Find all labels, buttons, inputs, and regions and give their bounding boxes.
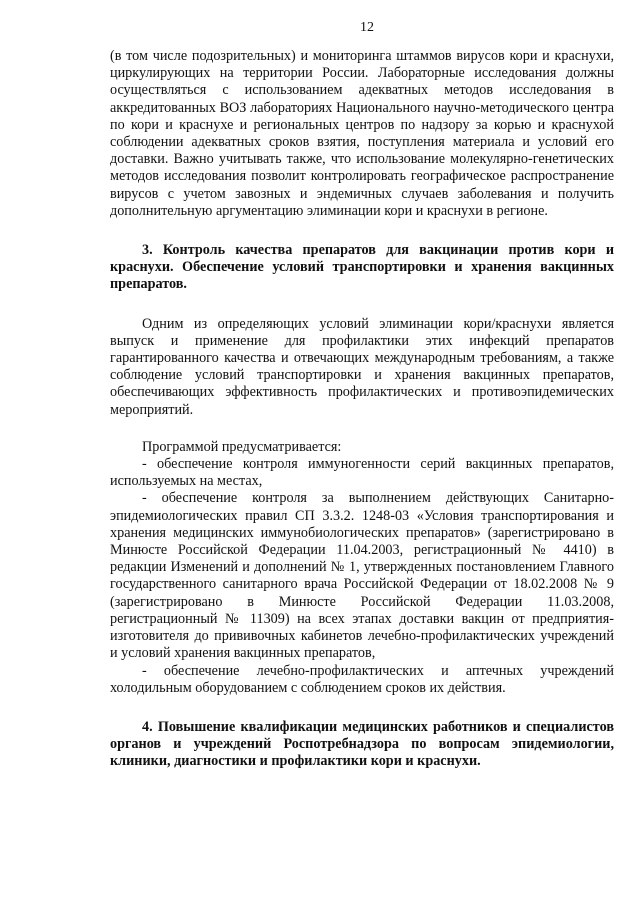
list-item: - обеспечение контроля иммуногенности серий вакцинных препаратов, используемых на местах, bbox=[110, 456, 614, 490]
list-item: - обеспечение лечебно-профилактических и аптечных учреждений холодильным оборудованием с соблюдением сроков их действия. bbox=[110, 662, 614, 696]
spacer bbox=[110, 220, 614, 242]
spacer bbox=[110, 294, 614, 316]
section-4-heading: 4. Повышение квалификации медицинских работников и специалистов органов и учреждений Роспотребнадзора по вопросам эпидемиологии, клиники, диагностики и профилактики кори и краснухи. bbox=[110, 718, 614, 770]
list-item: - обеспечение контроля за выполнением действующих Санитарно-эпидемиологических правил СП 3.3.2. 1248-03 «Условия транспортирования и хранения медицинских иммунобиологических препаратов» (зарегистрировано в Минюсте Российской Федерации 11.04.2003, регистрационный № 4410) в редакции Изменений и дополнений № 1, утвержденных постановлением Главного государственного санитарного врача Российской Федерации от 18.02.2008 № 9 (зарегистрировано в Минюсте Российской Федерации 11.03.2008, регистрационный № 11309) на всех этапах доставки вакцин от предприятия-изготовителя до прививочных кабинетов лечебно-профилактических учреждений и условий хранения вакцинных препаратов, bbox=[110, 490, 614, 662]
intro-paragraph: (в том числе подозрительных) и мониторинга штаммов вирусов кори и краснухи, циркулирующих на территории России. Лабораторные исследования должны осуществляться с использованием адекватных методов исследования в аккредитованных ВОЗ лабораториях Национального научно-методического центра по кори и краснухе и региональных центров по надзору за корью и краснухой соблюдении адекватных сроков взятия, поступления материала и условий его доставки. Важно учитывать также, что использование молекулярно-генетических методов исследования позволит контролировать географическое распространение вирусов с учетом завозных и эндемичных случаев заболевания и получить дополнительную аргументацию элиминации кори и краснухи в регионе. bbox=[110, 48, 614, 219]
section-3-paragraph: Одним из определяющих условий элиминации кори/краснухи является выпуск и применение для профилактики этих инфекций препаратов гарантированного качества и отвечающих международным требованиям, а также соблюдение условий транспортировки и хранения вакцинных препаратов, обеспечивающих эффективность профилактических и противоэпидемических мероприятий. bbox=[110, 315, 614, 418]
section-3-heading: 3. Контроль качества препаратов для вакцинации против кори и краснухи. Обеспечение условий транспортировки и хранения вакцинных препаратов. bbox=[110, 242, 614, 293]
page-number: 12 bbox=[360, 20, 374, 35]
spacer bbox=[110, 419, 614, 439]
spacer bbox=[110, 697, 614, 719]
program-intro: Программой предусматривается: bbox=[142, 438, 342, 455]
